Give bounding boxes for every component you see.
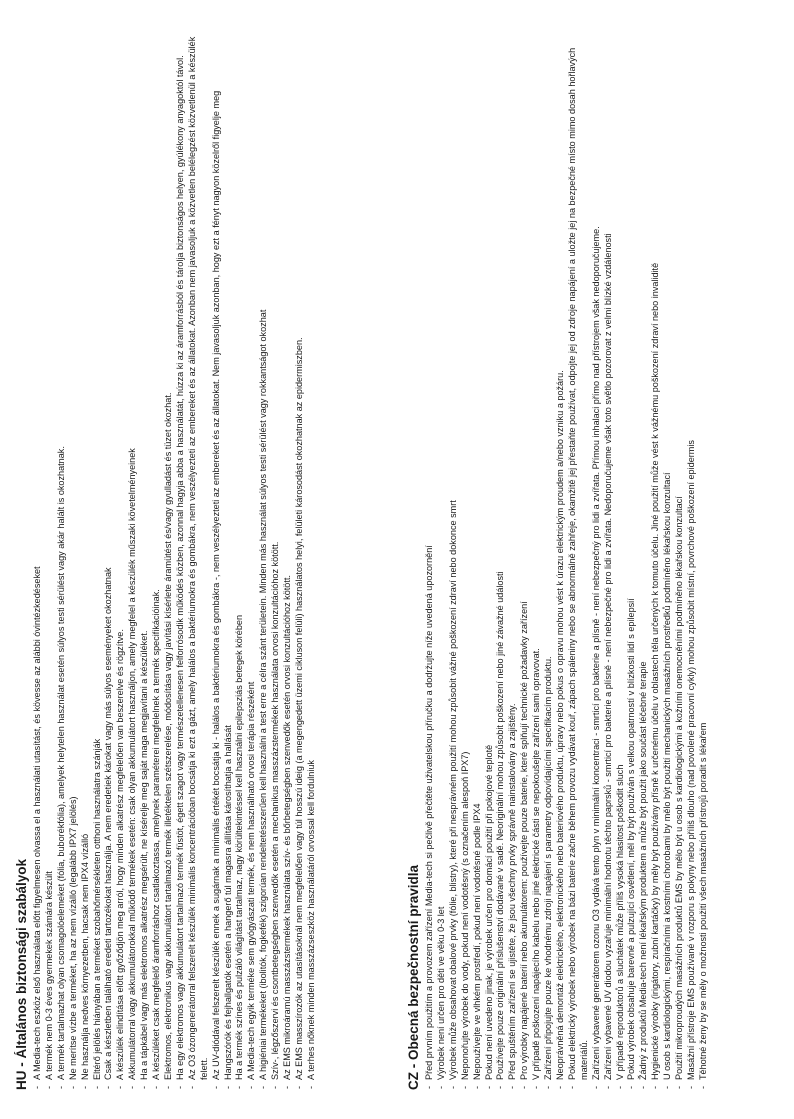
rule-item: - Před prvním použitím a provozem zařízení Media-tech si pečlivě přečtěte uživatelskou příručku a dodržujte níže uvedená upozornění	[424, 30, 436, 1090]
rule-item: - Masážní přístroje EMS používané v rozporu s pokyny nebo příliš dlouho (nad povolené pracovní cykly) mohou způsobit místní, povrchové poškození epidermis	[686, 30, 698, 1090]
hu-section-title: HU - Általános biztonsági szabályok	[14, 858, 29, 1090]
rule-item: - Pro výrobky napájené baterií nebo akumulátorem: používejte pouze baterie, které splňují technické požadavky zařízení	[519, 30, 531, 1090]
rule-item: - Az O3 ózongenerátorral felszerelt készülék minimális koncentrációban bocsátja ki ezt a gázt, amely halálos a baktériumokra és gombákra, nem veszélyezteti az embereket és az állatokat. Azonban nem javasoljuk a közvetlen belélegzést közvetlenül a készülék felett.	[187, 30, 211, 1090]
rule-item: - A Media-tech eszköz első használata előtt figyelmesen olvassa el a használati utasítást, és kövesse az alábbi óvintézkedéseket	[32, 30, 44, 1090]
rule-item: - Ne használja nedves környezetben, hacsak nem IPX4 vízálló	[80, 30, 92, 1090]
rule-item: - Pokud elektrický výrobek nebo výrobek na bázi baterie začne během provozu vydávat kouř, zápach spáleniny nebo se abnormálně zahřeje, okamžitě jej přestaňte používat, odpojte jej od zdroje napájení a uložte jej na bezpečné místo mimo dosah hořlavých materiálů.	[567, 30, 591, 1090]
rule-item: - Nepoužívejte ve vlhkém prostředí, pokud není vodotěsné podle IPX4	[472, 30, 484, 1090]
rule-item: - Těhotné ženy by se měly o možnosti použití všech masážních přístrojů poradit s lékařem	[698, 30, 710, 1090]
rule-item: - A készüléket csak megfelelő áramforráshoz csatlakoztassa, amelynek paraméterei megfelelnek a termék specifikációinak.	[151, 30, 163, 1090]
cz-section-title: CZ - Obecná bezpečnostní pravidla	[406, 864, 421, 1090]
rule-item: - Eltérő jelölés hiányában a terméket szobahőmérsékleten otthoni használatra szánják	[92, 30, 104, 1090]
rule-item: - Před spuštěním zařízení se ujistěte, že jsou všechny prvky správně nainstalovány a zajištěny.	[507, 30, 519, 1090]
rule-item: - U osob s kardiologickými, respiračními a kostními chorobami by mělo být použití mechanických masážních prostředků podmíněno lékařskou konzultací	[662, 30, 674, 1090]
rule-item: - Použití mikroproudých masážních produktů EMS by mělo být u osob s kardiologickými a kožními onemocněními podmíněno lékařskou konzultací	[674, 30, 686, 1090]
rule-item: - A higiéniai termékeket (ibolitók, fogkefék) szigorúan rendeltetésszerűen kell használni a test erre a célra szánt területein. Minden más használat súlyos testi sérülést vagy rokkantságot okozhat	[258, 30, 270, 1090]
rule-item: - Az EMS mikroáramú masszázstermékek használata szív- és bőrbetegségben szenvedők esetén orvosi konzultációhoz kötött.	[282, 30, 294, 1090]
rule-item: - V případě poškození napájecího kabelu nebo jiné elektrické části se nepokoušejte zařízení sami opravovat.	[531, 30, 543, 1090]
rule-item: - Ha a tápkábel vagy más elektromos alkatrész megsérült, ne kísérelje meg saját maga megjavítani a készüléket.	[139, 30, 151, 1090]
cz-rules-list	[424, 30, 710, 1090]
rule-item: - V případě reproduktorů a sluchátek může příliš vysoká hlasitost poškodit sluch	[615, 30, 627, 1090]
rule-item: - Ha egy elektromos vagy akkumulátort tartalmazó termék füstöt, égett szagot vagy természetellenesen felforrósodik működés közben, azonnal hagyja abba a használatát, húzza ki az áramforrásból és tárolja biztonságos helyen, gyúlékony anyagoktól távol.	[175, 30, 187, 1090]
rule-item: - Pokud není uvedeno jinak, je výrobek určen pro domácí použití při pokojové teplotě	[484, 30, 496, 1090]
rule-item: - Pokud výrobek obsahuje barevné a pulzující osvětlení, měl by být používán s velkou opatrností v blízkosti lidí s epilepsií	[626, 30, 638, 1090]
rule-item: - Elektromos, elektronikus vagy akkumulátort tartalmazó termék illetéktelen szétszerelése, módosítása vagy javítási kísérlete áramütést és/vagy gyulladást és tüzet okozhat.	[163, 30, 175, 1090]
rule-item: - Ne merítse vízbe a terméket, ha az nem vízálló (legalább IPX7 jelölés)	[68, 30, 80, 1090]
rule-item: - Csak a készletben található eredeti tartozékokat használja. A nem eredetiek károkat vagy más súlyos eseményeket okozhatnak	[103, 30, 115, 1090]
rule-item: - Neoprávněná demontáž elektrického, elektronického nebo bateriového produktu, úpravy nebo pokus o opravu mohou vést k úrazu elektrickým proudem a/nebo vzniku a požáru.	[555, 30, 567, 1090]
rule-item: - Neponořujte výrobek do vody, pokud není vodotěsný (s označením alespoň IPX7)	[460, 30, 472, 1090]
hu-rules-list	[32, 30, 318, 1090]
rule-item: - Používejte pouze originální příslušenství dodávané v sadě. Neoriginální mohou způsobit poškození nebo jiné závažné události	[495, 30, 507, 1090]
rule-item: - Zařízení připojujte pouze ke vhodnému zdroji napájení s parametry odpovídajícími specifikacím produktu.	[543, 30, 555, 1090]
rule-item: - Hygienické výrobky (irigátory, zubní kartáčky) by měly být používány přísně k určenému účelu v oblastech těla určených k tomuto účelu. Jiné použití může vést k vážnému poškození zdraví nebo invaliditě	[650, 30, 662, 1090]
rule-item: - Zařízení vybavené UV diodou vyzařuje minimální hodnotu těchto paprsků - smrticí pro bakterie a plísně - není nebezpečné pro lidi a zvířata. Nedoporučujeme však toto světlo pozorovat z velmi blízké vzdálenosti	[603, 30, 615, 1090]
rule-item: - Az UV-diódával felszerelt készülék ennek a sugárnak a minimális értékét bocsátja ki - halálos a baktériumokra és gombákra -, nem veszélyezteti az embereket és az állatokat. Nem javasoljuk azonban, hogy ezt a fényt nagyon közelről figyelje meg	[211, 30, 223, 1090]
hu-safety-section	[14, 30, 394, 1090]
rule-item: - A termék tartalmazhat olyan csomagolóelemeket (fólia, buborékfólia), amelyek helytelen használat esetén súlyos testi sérülést vagy akár halált is okozhatnak.	[56, 30, 68, 1090]
rule-item: - Akkumulátorral vagy akkumulátorokkal működő termékek esetén: csak olyan akkumulátort használjon, amely megfelel a készülék műszaki követelményeinek	[127, 30, 139, 1090]
rule-item: - A termék nem 0-3 éves gyermekek számára készült	[44, 30, 56, 1090]
rule-item: - Szív-, légzőszervi és csontbetegségben szenvedők esetén a mechanikus masszázstermékek használata orvosi konzultációhoz kötött.	[270, 30, 282, 1090]
rule-item: - Výrobek není určen pro děti ve věku 0-3 let	[436, 30, 448, 1090]
rule-item: - Zařízení vybavené generátorem ozonu O3 vydává tento plyn v minimální koncentraci - smrticí pro bakterie a plísně - není nebezpečný pro lidi a zvířata. Přímou inhalaci přímo nad přístrojem však nedoporučujeme.	[591, 30, 603, 1090]
rule-item: - A készülék elindítása előtt győződjön meg arról, hogy minden alkatrész megfelelően van beszerelve és rögzítve.	[115, 30, 127, 1090]
rule-item: - Žádný z produktů Media-tech není lékařským produktem a může být použit jako součást léčebné terapie	[638, 30, 650, 1090]
rule-item: - Hangszórók és fejhallgatók esetén a hangerő túl magasra állítása károsíthatja a hallását	[223, 30, 235, 1090]
rule-item: - A terhes nőknek minden masszázseszköz használatáról orvossal kell fordulniuk	[306, 30, 318, 1090]
rule-item: - A Media-tech egyik terméke sem gyógyászati termék, és nem használható orvosi terápia részeként	[246, 30, 258, 1090]
rule-item: - Ha a termék színes és pulzáló világítást tartalmaz, nagy körültekintéssel kell használni epilepsziás betegek körében	[234, 30, 246, 1090]
rule-item: - Výrobek může obsahovat obalové prvky (fólie, blistry), které při nesprávném použití mohou způsobit vážné poškození zdraví nebo dokonce smrt	[448, 30, 460, 1090]
cz-safety-section	[406, 30, 786, 1090]
rule-item: - Az EMS masszírozók az utasításoknál nem megfelelően vagy túl hosszú ideig (a megengedett üzemi cikluson felüli) használatos helyi, felületi károsodást okozhatnak az epidermiszben.	[294, 30, 306, 1090]
